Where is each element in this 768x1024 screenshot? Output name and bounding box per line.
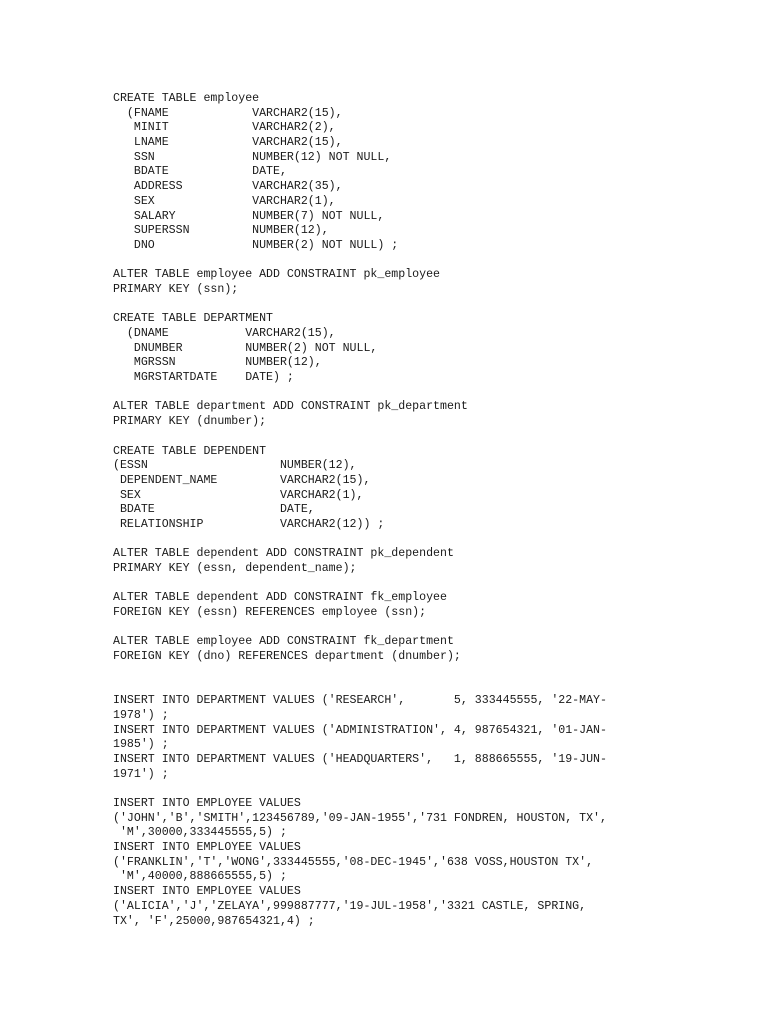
code-line: INSERT INTO EMPLOYEE VALUES bbox=[113, 797, 301, 810]
blank-line bbox=[113, 782, 673, 797]
code-line: 'M',40000,888665555,5) ; bbox=[113, 870, 287, 884]
code-line: 1978') ; bbox=[113, 708, 169, 722]
code-line: ADDRESS VARCHAR2(35), bbox=[113, 180, 343, 194]
code-line: CREATE TABLE DEPARTMENT bbox=[113, 312, 274, 326]
code-line: INSERT INTO DEPARTMENT VALUES ('RESEARCH', 5, 333445555, '22-MAY- bbox=[113, 694, 607, 708]
code-line: INSERT INTO EMPLOYEE VALUES bbox=[113, 841, 301, 855]
blank-line bbox=[113, 680, 673, 695]
code-line: PRIMARY KEY (essn, dependent_name); bbox=[113, 562, 357, 575]
code-line: SEX VARCHAR2(1), bbox=[113, 488, 364, 502]
code-line: BDATE DATE, bbox=[113, 503, 315, 517]
code-line: FOREIGN KEY (dno) REFERENCES department (dnumber); bbox=[113, 650, 461, 664]
code-line: TX', 'F',25000,987654321,4) ; bbox=[113, 914, 315, 928]
code-line: DNO NUMBER(2) NOT NULL) ; bbox=[113, 238, 399, 252]
code-line: MGRSSN NUMBER(12), bbox=[113, 356, 322, 370]
code-line: 'M',30000,333445555,5) ; bbox=[113, 826, 287, 840]
code-line: ALTER TABLE employee ADD CONSTRAINT fk_department bbox=[113, 635, 454, 649]
code-line: LNAME VARCHAR2(15), bbox=[113, 136, 343, 150]
blank-line bbox=[113, 533, 673, 548]
blank-line bbox=[113, 298, 673, 313]
code-line: CREATE TABLE employee bbox=[113, 92, 260, 105]
code-line: (DNAME VARCHAR2(15), bbox=[113, 327, 336, 340]
code-line: MINIT VARCHAR2(2), bbox=[113, 121, 336, 135]
blank-line bbox=[113, 430, 673, 445]
code-line: INSERT INTO DEPARTMENT VALUES ('HEADQUARTERS', 1, 888665555, '19-JUN- bbox=[113, 752, 607, 766]
code-line: INSERT INTO EMPLOYEE VALUES bbox=[113, 885, 301, 899]
code-line: 1971') ; bbox=[113, 767, 169, 781]
code-line: PRIMARY KEY (dnumber); bbox=[113, 415, 267, 429]
blank-line bbox=[113, 665, 673, 680]
sql-code-block bbox=[113, 92, 673, 929]
code-line: FOREIGN KEY (essn) REFERENCES employee (ssn); bbox=[113, 606, 427, 620]
code-line: (ESSN NUMBER(12), bbox=[113, 459, 357, 473]
code-line: 1985') ; bbox=[113, 738, 169, 752]
code-line: ('ALICIA','J','ZELAYA',999887777,'19-JUL-1958','3321 CASTLE, SPRING, bbox=[113, 899, 587, 913]
code-line: SEX VARCHAR2(1), bbox=[113, 194, 336, 208]
code-line: (FNAME VARCHAR2(15), bbox=[113, 106, 343, 120]
code-line: DEPENDENT_NAME VARCHAR2(15), bbox=[113, 473, 371, 487]
blank-line bbox=[113, 621, 673, 636]
code-line: ALTER TABLE dependent ADD CONSTRAINT pk_dependent bbox=[113, 547, 454, 561]
code-line: DNUMBER NUMBER(2) NOT NULL, bbox=[113, 341, 378, 355]
code-line: ('JOHN','B','SMITH',123456789,'09-JAN-1955','731 FONDREN, HOUSTON, TX', bbox=[113, 811, 607, 825]
code-line: ALTER TABLE employee ADD CONSTRAINT pk_employee bbox=[113, 268, 440, 282]
blank-line bbox=[113, 577, 673, 592]
code-line: CREATE TABLE DEPENDENT bbox=[113, 444, 267, 458]
code-line: PRIMARY KEY (ssn); bbox=[113, 282, 239, 296]
code-line: INSERT INTO DEPARTMENT VALUES ('ADMINISTRATION', 4, 987654321, '01-JAN- bbox=[113, 723, 607, 737]
code-line: MGRSTARTDATE DATE) ; bbox=[113, 371, 294, 385]
code-line: SSN NUMBER(12) NOT NULL, bbox=[113, 150, 392, 164]
code-line: ALTER TABLE dependent ADD CONSTRAINT fk_employee bbox=[113, 591, 447, 605]
code-line: ALTER TABLE department ADD CONSTRAINT pk_department bbox=[113, 400, 468, 414]
code-line: SALARY NUMBER(7) NOT NULL, bbox=[113, 209, 385, 223]
code-line: ('FRANKLIN','T','WONG',333445555,'08-DEC-1945','638 VOSS,HOUSTON TX', bbox=[113, 855, 594, 869]
code-line: BDATE DATE, bbox=[113, 165, 287, 179]
blank-line bbox=[113, 254, 673, 269]
code-line: SUPERSSN NUMBER(12), bbox=[113, 224, 329, 238]
blank-line bbox=[113, 386, 673, 401]
code-line: RELATIONSHIP VARCHAR2(12)) ; bbox=[113, 517, 385, 531]
